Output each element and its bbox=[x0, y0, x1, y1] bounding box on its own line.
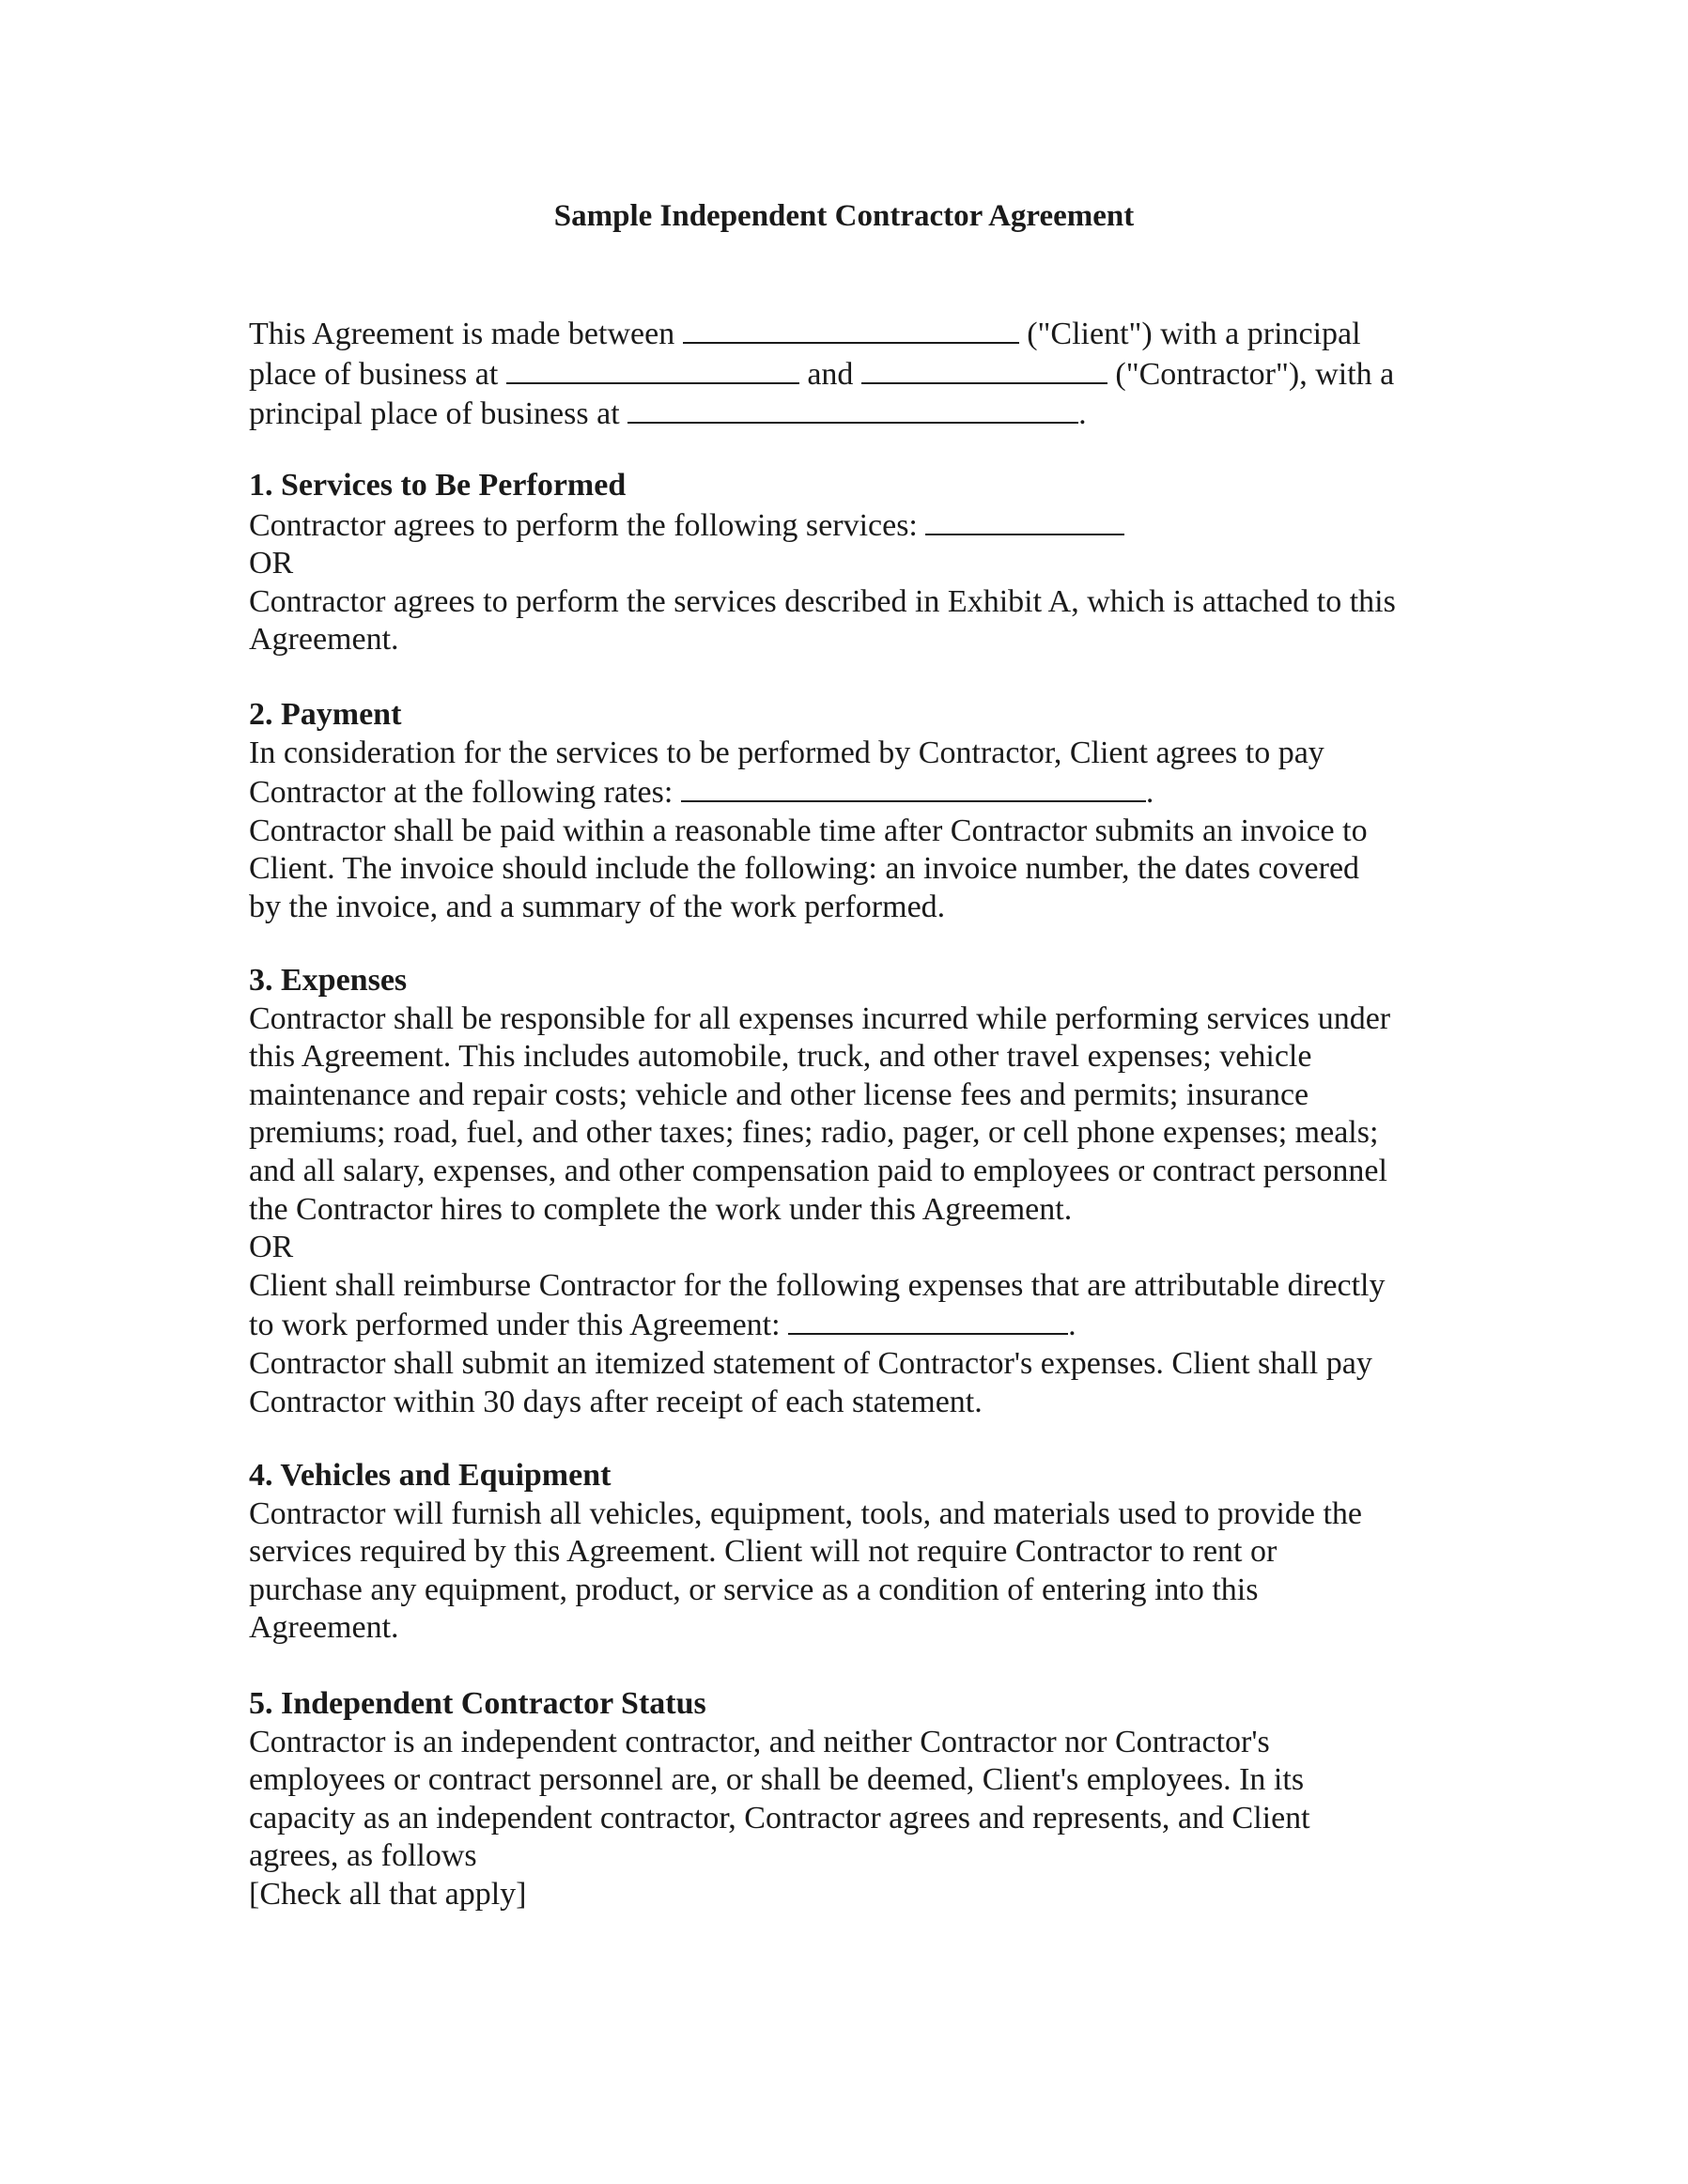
section-line: Agreement. bbox=[249, 622, 399, 658]
contractor-name-blank[interactable] bbox=[861, 354, 1107, 384]
expenses-blank[interactable] bbox=[788, 1305, 1068, 1335]
section-line: Agreement. bbox=[249, 1610, 399, 1646]
section-expenses bbox=[249, 962, 1470, 1421]
section-text: to work performed under this Agreement: bbox=[249, 1308, 789, 1343]
section-line: Client shall reimburse Contractor for the following expenses that are attributable directly bbox=[249, 1267, 1386, 1303]
section-heading: 4. Vehicles and Equipment bbox=[249, 1458, 612, 1493]
section-line: premiums; road, fuel, and other taxes; fines; radio, pager, or cell phone expenses; meals; bbox=[249, 1115, 1379, 1151]
section-line bbox=[249, 772, 1470, 813]
section-line: this Agreement. This includes automobile, truck, and other travel expenses; vehicle bbox=[249, 1039, 1312, 1075]
section-line: purchase any equipment, product, or service as a condition of entering into this bbox=[249, 1572, 1259, 1607]
services-blank[interactable] bbox=[925, 505, 1124, 535]
section-line: services required by this Agreement. Client will not require Contractor to rent or bbox=[249, 1534, 1278, 1570]
section-line bbox=[249, 505, 1470, 546]
section-heading: 3. Expenses bbox=[249, 963, 408, 998]
client-name-blank[interactable] bbox=[683, 314, 1019, 344]
section-text: . bbox=[1145, 775, 1154, 811]
section-line bbox=[249, 1305, 1470, 1345]
section-line: and all salary, expenses, and other compensation paid to employees or contract personnel bbox=[249, 1153, 1387, 1188]
intro-text: principal place of business at bbox=[249, 396, 628, 432]
section-line: Contractor shall be paid within a reasonable time after Contractor submits an invoice to bbox=[249, 813, 1368, 848]
document-title: Sample Independent Contractor Agreement bbox=[553, 199, 1135, 233]
section-line: capacity as an independent contractor, Contractor agrees and represents, and Client bbox=[249, 1800, 1310, 1835]
section-line: maintenance and repair costs; vehicle and other license fees and permits; insurance bbox=[249, 1077, 1309, 1112]
intro-paragraph bbox=[249, 314, 1470, 434]
section-line: Contractor shall be responsible for all expenses incurred while performing services under bbox=[249, 1000, 1391, 1036]
section-line: the Contractor hires to complete the work under this Agreement. bbox=[249, 1191, 1073, 1227]
section-line: OR bbox=[249, 1230, 294, 1265]
section-text: . bbox=[1068, 1308, 1076, 1343]
intro-text: ("Contractor"), with a bbox=[1107, 356, 1395, 392]
section-line: OR bbox=[249, 546, 294, 581]
intro-text: This Agreement is made between bbox=[249, 317, 683, 351]
section-services bbox=[249, 467, 1470, 659]
intro-line-1 bbox=[249, 314, 1470, 354]
intro-text: . bbox=[1078, 396, 1087, 432]
section-line: Contractor agrees to perform the services described in Exhibit A, which is attached to this bbox=[249, 583, 1396, 619]
section-heading: 2. Payment bbox=[249, 697, 402, 732]
section-contractor-status bbox=[249, 1685, 1470, 1914]
section-line: [Check all that apply] bbox=[249, 1876, 527, 1912]
section-line: agrees, as follows bbox=[249, 1838, 477, 1874]
intro-text: and bbox=[798, 356, 861, 392]
intro-text: place of business at bbox=[249, 356, 506, 392]
section-line: Contractor will furnish all vehicles, equipment, tools, and materials used to provide the bbox=[249, 1495, 1363, 1531]
section-line: by the invoice, and a summary of the work performed. bbox=[249, 889, 946, 924]
section-line: employees or contract personnel are, or shall be deemed, Client's employees. In its bbox=[249, 1762, 1305, 1798]
section-heading: 5. Independent Contractor Status bbox=[249, 1686, 706, 1721]
contractor-address-blank[interactable] bbox=[627, 394, 1078, 424]
section-payment bbox=[249, 696, 1470, 927]
section-text: Contractor agrees to perform the following services: bbox=[249, 507, 926, 543]
section-line: Contractor within 30 days after receipt of each statement. bbox=[249, 1384, 983, 1419]
client-address-blank[interactable] bbox=[506, 354, 799, 384]
section-text: Contractor at the following rates: bbox=[249, 775, 681, 811]
intro-line-3 bbox=[249, 394, 1470, 434]
section-line: In consideration for the services to be performed by Contractor, Client agrees to pay bbox=[249, 735, 1324, 770]
intro-text: ("Client") with a principal bbox=[1018, 317, 1361, 351]
section-line: Contractor is an independent contractor, and neither Contractor nor Contractor's bbox=[249, 1724, 1270, 1759]
intro-line-2 bbox=[249, 354, 1470, 395]
section-heading: 1. Services to Be Performed bbox=[249, 468, 627, 503]
section-vehicles-equipment bbox=[249, 1457, 1470, 1648]
section-line: Client. The invoice should include the following: an invoice number, the dates covered bbox=[249, 851, 1360, 887]
rates-blank[interactable] bbox=[681, 772, 1146, 802]
section-line: Contractor shall submit an itemized statement of Contractor's expenses. Client shall pay bbox=[249, 1345, 1372, 1381]
